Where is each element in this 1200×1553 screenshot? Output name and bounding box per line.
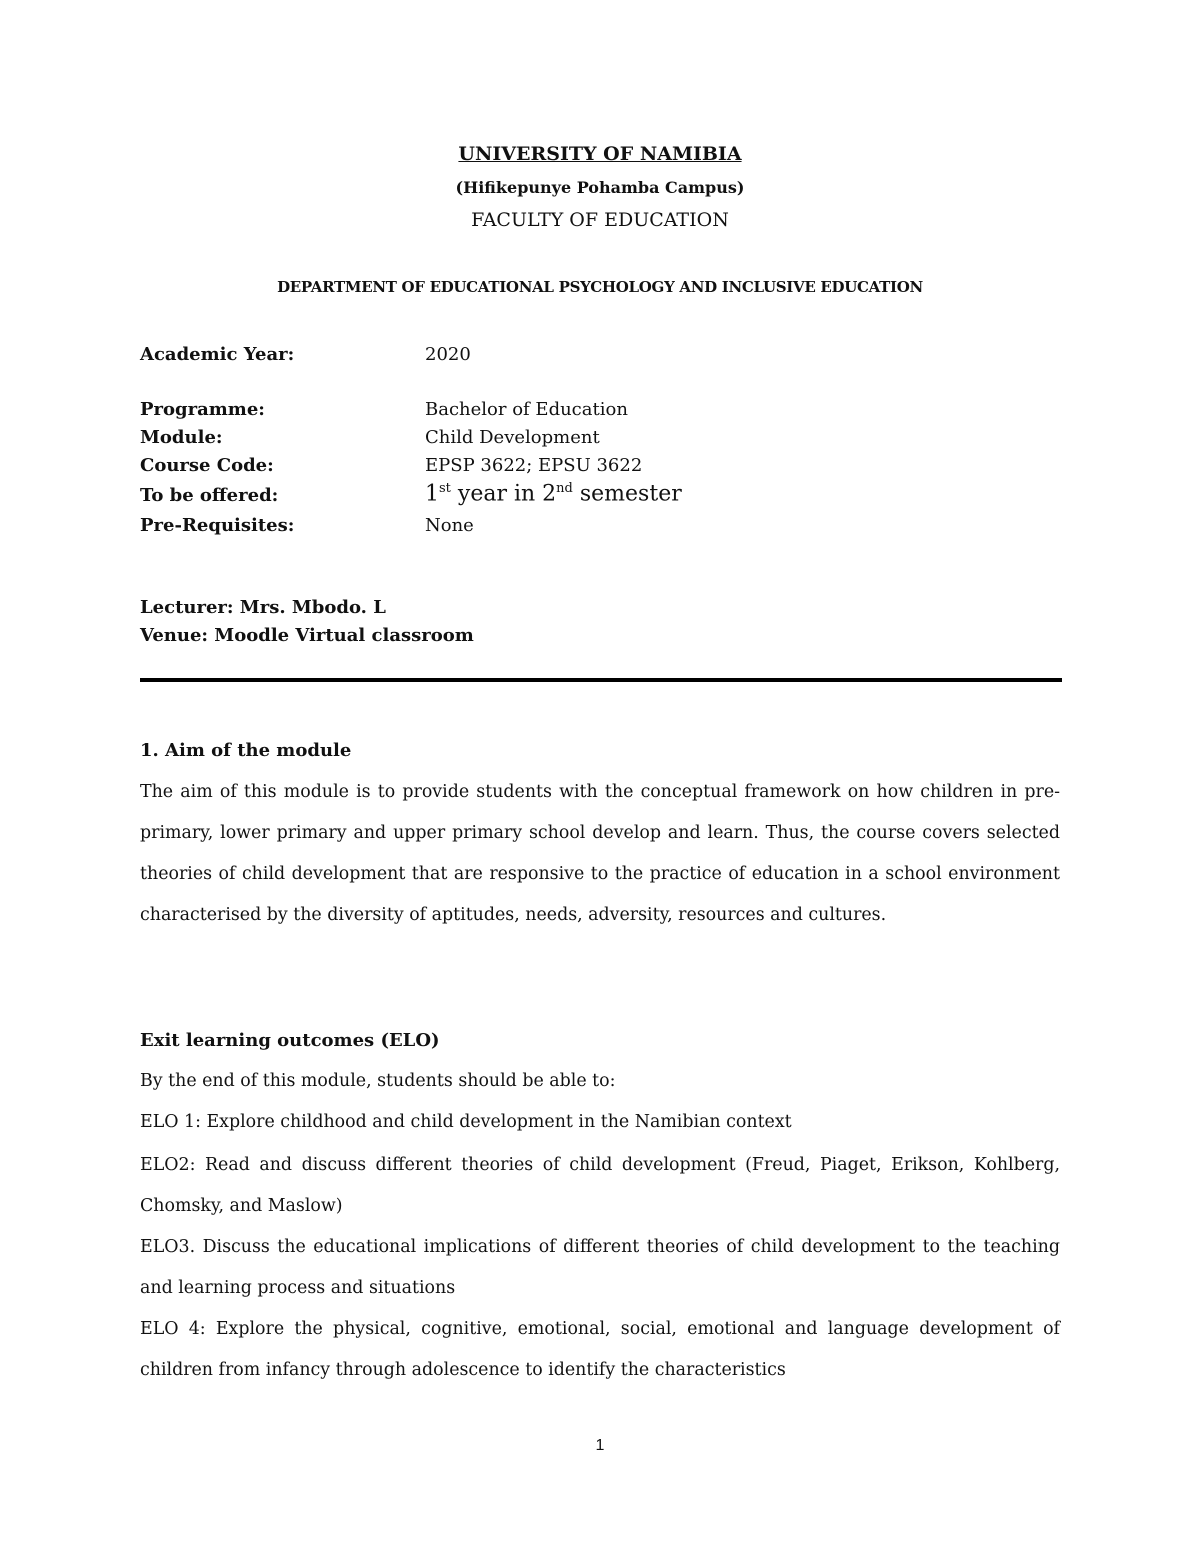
offered-year-suffix: st — [439, 481, 451, 496]
university-title: UNIVERSITY OF NAMIBIA — [458, 143, 742, 165]
department-name: DEPARTMENT OF EDUCATIONAL PSYCHOLOGY AND INCLUSIVE EDUCATION — [277, 278, 923, 296]
lecturer-line: Lecturer: Mrs. Mbodo. L — [140, 597, 386, 618]
to-be-offered-label: To be offered: — [140, 485, 279, 506]
horizontal-divider — [140, 678, 1062, 682]
offered-year-number: 1 — [425, 481, 439, 507]
course-code-value: EPSP 3622; EPSU 3622 — [425, 455, 643, 476]
offered-mid-text: year in 2 — [450, 481, 557, 507]
info-row-academic-year — [140, 344, 1060, 374]
elo-2: ELO2: Read and discuss different theories of child development (Freud, Piaget, Erikson, Kohlberg, Chomsky, and Maslow) — [140, 1155, 1060, 1216]
page-number: 1 — [595, 1437, 605, 1454]
elo-4: ELO 4: Explore the physical, cognitive, emotional, social, emotional and language development of children from infancy through adolescence to identify the characteristics — [140, 1319, 1060, 1380]
offered-semester-suffix: nd — [556, 481, 573, 496]
elo-3: ELO3. Discuss the educational implications of different theories of child development to the teaching and learning process and situations — [140, 1237, 1060, 1298]
info-row-to-be-offered — [140, 481, 1060, 515]
info-row-module — [140, 427, 1060, 457]
campus-name: (Hifikepunye Pohamba Campus) — [455, 178, 745, 197]
offered-end-text: semester — [572, 481, 682, 507]
venue-line: Venue: Moodle Virtual classroom — [140, 625, 474, 646]
elo-heading: Exit learning outcomes (ELO) — [140, 1030, 440, 1051]
module-label: Module: — [140, 427, 223, 448]
prerequisites-value: None — [425, 515, 474, 536]
aim-paragraph: The aim of this module is to provide students with the conceptual framework on how children in pre-primary, lower primary and upper primary school develop and learn. Thus, the course covers selected theories of child development that are responsive to the practice of education in a school environment characterised by the diversity of aptitudes, needs, adversity, resources and cultures. — [140, 782, 1060, 925]
elo-intro: By the end of this module, students should be able to: — [140, 1071, 616, 1091]
info-row-prerequisites — [140, 515, 1060, 545]
module-value: Child Development — [425, 427, 600, 448]
programme-value: Bachelor of Education — [425, 399, 628, 420]
academic-year-value: 2020 — [425, 344, 471, 365]
elo-1: ELO 1: Explore childhood and child development in the Namibian context — [140, 1112, 792, 1132]
aim-heading: 1. Aim of the module — [140, 740, 352, 761]
academic-year-label: Academic Year: — [140, 344, 295, 365]
faculty-name: FACULTY OF EDUCATION — [471, 209, 729, 231]
to-be-offered-value — [425, 481, 682, 506]
info-row-programme — [140, 399, 1060, 429]
course-code-label: Course Code: — [140, 455, 274, 476]
prerequisites-label: Pre-Requisites: — [140, 515, 295, 536]
programme-label: Programme: — [140, 399, 265, 420]
